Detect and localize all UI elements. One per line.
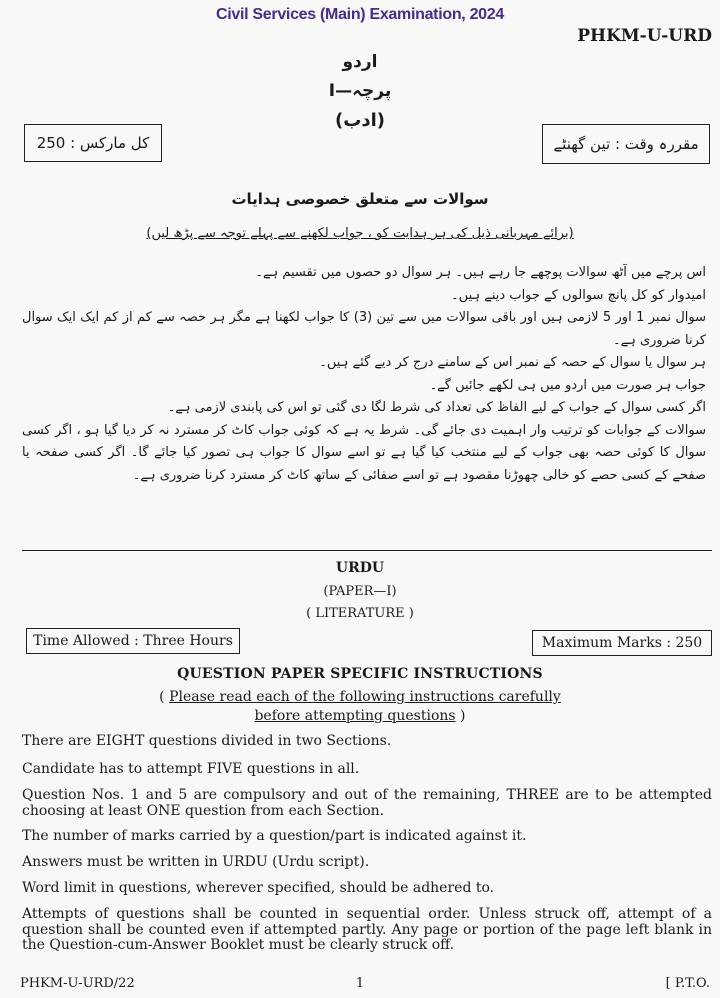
urdu-instruction-item: سوال نمبر 1 اور 5 لازمی ہیں اور باقی سوالات میں سے تین (3) کا جواب لکھنا ہے مگر ہر حصہ سے کم از کم ایک ایک سوال کرنا ضروری ہے۔ [22, 310, 707, 348]
footer-page-number: 1 [355, 976, 365, 991]
maximum-marks-box [532, 630, 712, 656]
maximum-marks: Maximum Marks : 250 [541, 635, 703, 651]
english-paper-subtitle: ( LITERATURE ) [306, 606, 414, 621]
urdu-total-marks: کل مارکس : 250 [36, 134, 150, 152]
urdu-instruction-item: اس پرچے میں آٹھ سوالات پوچھے جا رہے ہیں۔ ہر سوال دو حصوں میں تقسیم ہے۔ [255, 265, 706, 280]
urdu-paper-subtitle: (ادب) [335, 110, 385, 131]
instruction-item [22, 907, 712, 954]
instruction-item: Answers must be written in URDU (Urdu script). [22, 854, 370, 870]
english-subject: URDU [335, 560, 385, 576]
urdu-paper-number: پرچہ—I [328, 81, 392, 101]
urdu-instructions-subheading-text: (برائے مہربانی ذیل کی ہر ہدایت کو ، جواب لکھنے سے پہلے توجہ سے پڑھ لیں) [146, 226, 574, 241]
subheading-line-2: before attempting questions [254, 708, 456, 724]
urdu-instruction-item: جواب ہر صورت میں اردو میں ہی لکھے جائیں گے۔ [429, 377, 706, 393]
urdu-instruction-item: سوالات کے جوابات کو ترتیب وار اہمیت دی جائے گی۔ شرط یہ ہے کہ کوئی جواب کاٹ کر مسترد نہ کر دیا گیا ہو ، اگر کسی سوال کا کوئی حصہ بھی جواب کے لیے منتخب کیا گیا ہے تو اسے سوال کا جواب ہی تصور کیا جائے گا۔ اگر کسی صفحہ یا صفحے کے کسی حصے کو خالی چھوڑنا مقصود ہے تو اسے صفائی کے ساتھ کاٹ کر مسترد کرنا ضروری ہے۔ [22, 422, 706, 483]
instruction-item-text: Attempts of questions shall be counted in sequential order. Unless struck off, attempt of a question shall be counted even if attempted partly. Any page or portion of the page left blank in the Question-cum-Answer Booklet must be clearly struck off. [22, 906, 712, 953]
urdu-instructions-list [22, 262, 706, 487]
instruction-item-text: Question Nos. 1 and 5 are compulsory and out of the remaining, THREE are to be attempted choosing at least ONE question from each Section. [22, 787, 712, 819]
time-allowed-box [26, 628, 240, 654]
section-divider [22, 550, 712, 551]
instruction-item: The number of marks carried by a question/part is indicated against it. [22, 828, 527, 844]
footer-paper-code: PHKM-U-URD/22 [20, 976, 135, 991]
instructions-subheading [0, 688, 720, 726]
instructions-heading: QUESTION PAPER SPECIFIC INSTRUCTIONS [177, 666, 543, 682]
subheading-line-1: Please read each of the following instructions carefully [169, 689, 561, 705]
paper-code: PHKM-U-URD [577, 26, 712, 46]
subheading-open-paren: ( [159, 689, 170, 705]
subheading-close-paren: ) [455, 708, 466, 724]
instruction-item: There are EIGHT questions divided in two Sections. [22, 733, 392, 749]
urdu-subject: اردو [342, 52, 378, 72]
time-allowed: Time Allowed : Three Hours [33, 633, 233, 649]
urdu-instruction-item: ہر سوال یا سوال کے حصہ کے نمبر اس کے سامنے درج کر دیے گئے ہیں۔ [319, 355, 706, 370]
urdu-time-allowed-box [542, 124, 710, 164]
exam-title: Civil Services (Main) Examination, 2024 [216, 6, 504, 23]
urdu-time-allowed: مقررہ وقت : تین گھنٹے [553, 135, 699, 153]
footer-pto: [ P.T.O. [665, 976, 710, 991]
urdu-instruction-item: اگر کسی سوال کے جواب کے لیے الفاظ کی تعداد کی شرط لگا دی گئی تو اس کی پابندی لازمی ہے۔ [167, 400, 706, 415]
instruction-item: Candidate has to attempt FIVE questions in all. [22, 761, 360, 777]
instruction-item [22, 788, 712, 819]
urdu-instructions-subheading [0, 226, 720, 241]
urdu-instructions-heading: سوالات سے متعلق خصوصی ہدایات [231, 190, 489, 208]
urdu-total-marks-box [24, 124, 162, 162]
english-paper-number: (PAPER—I) [323, 584, 397, 599]
urdu-instruction-item: امیدوار کو کل پانچ سوالوں کے جواب دینے ہیں۔ [451, 287, 706, 303]
instruction-item: Word limit in questions, wherever specified, should be adhered to. [22, 880, 495, 896]
